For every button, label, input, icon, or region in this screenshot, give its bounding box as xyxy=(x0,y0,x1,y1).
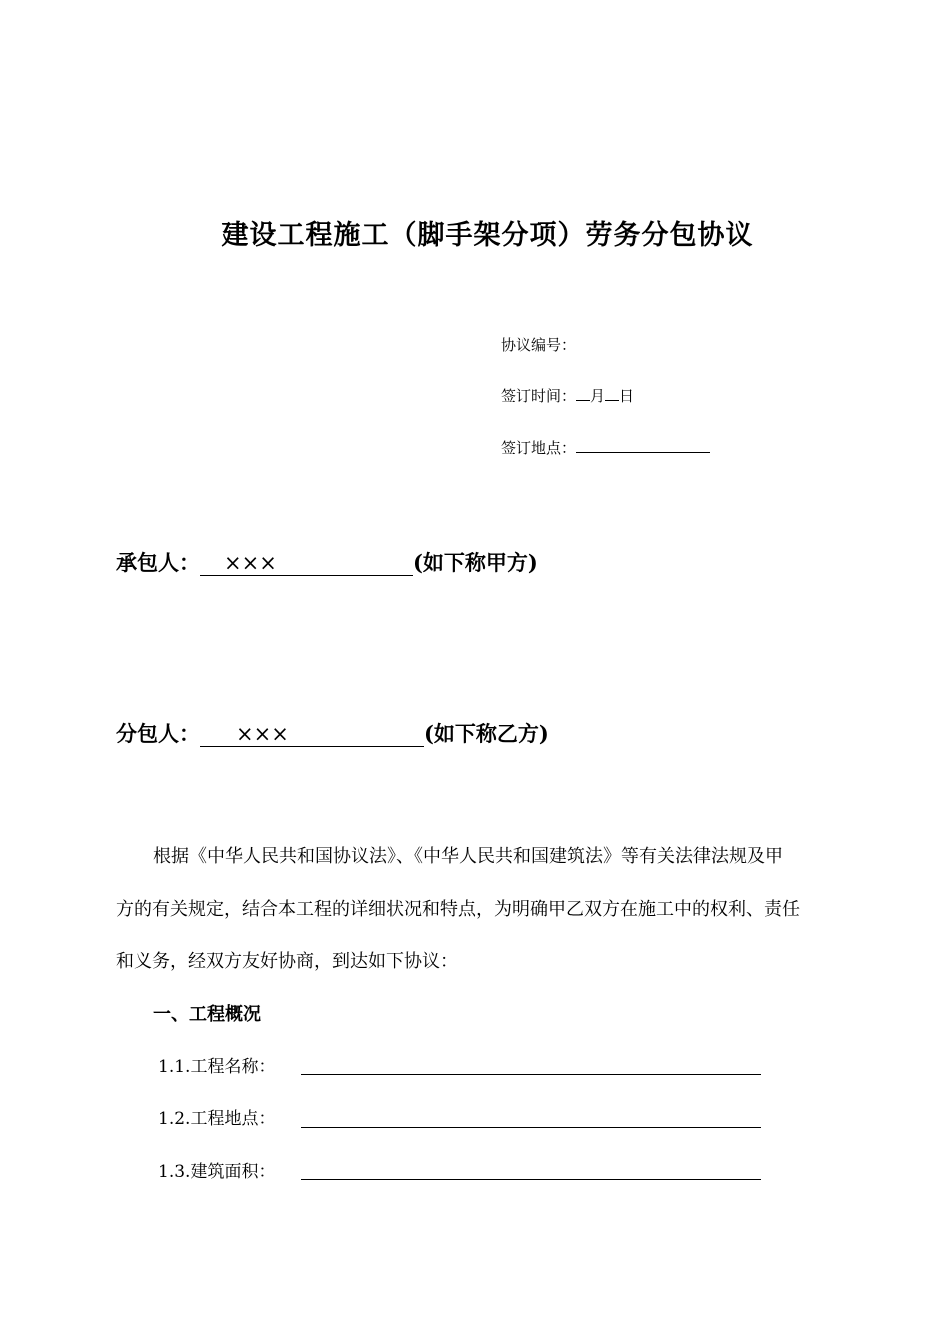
field-label-project-name: 1.1.工程名称： xyxy=(158,1057,276,1077)
subcontractor-line xyxy=(116,720,549,748)
month-blank xyxy=(576,386,590,401)
contractor-label: 承包人： xyxy=(116,550,200,575)
intro-line-2: 方的有关规定，结合本工程的详细状况和特点，为明确甲乙双方在施工中的权利、责任 xyxy=(116,899,800,920)
page-title: 建设工程施工（脚手架分项）劳务分包协议 xyxy=(221,220,754,251)
sign-place-label: 签订地点： xyxy=(501,439,577,457)
field-blank-project-name xyxy=(301,1074,761,1075)
field-label-project-location: 1.2.工程地点： xyxy=(158,1109,276,1129)
month-label: 月 xyxy=(590,387,606,405)
subcontractor-suffix: (如下称乙方) xyxy=(424,721,549,746)
day-blank xyxy=(605,386,619,401)
sign-place-line xyxy=(501,438,710,458)
field-blank-project-location xyxy=(301,1127,761,1128)
intro-line-3: 和义务，经双方友好协商，到达如下协议： xyxy=(116,951,458,972)
agreement-number-label: 协议编号： xyxy=(501,336,577,354)
sign-date-label: 签订时间： xyxy=(501,387,577,405)
intro-line-1: 根据《中华人民共和国协议法》、《中华人民共和国建筑法》等有关法律法规及甲 xyxy=(153,846,783,867)
agreement-number-line xyxy=(501,335,576,355)
day-label: 日 xyxy=(619,387,635,405)
subcontractor-label: 分包人： xyxy=(116,721,200,746)
contractor-suffix: (如下称甲方) xyxy=(413,550,538,575)
contractor-line xyxy=(116,549,538,577)
sign-place-blank xyxy=(576,438,710,453)
sign-date-line xyxy=(501,386,634,406)
contractor-name: ××× xyxy=(200,551,413,576)
subcontractor-name: ××× xyxy=(200,722,424,747)
field-blank-building-area xyxy=(301,1179,761,1180)
section-heading: 一、工程概况 xyxy=(153,1004,261,1025)
field-label-building-area: 1.3.建筑面积： xyxy=(158,1162,276,1182)
